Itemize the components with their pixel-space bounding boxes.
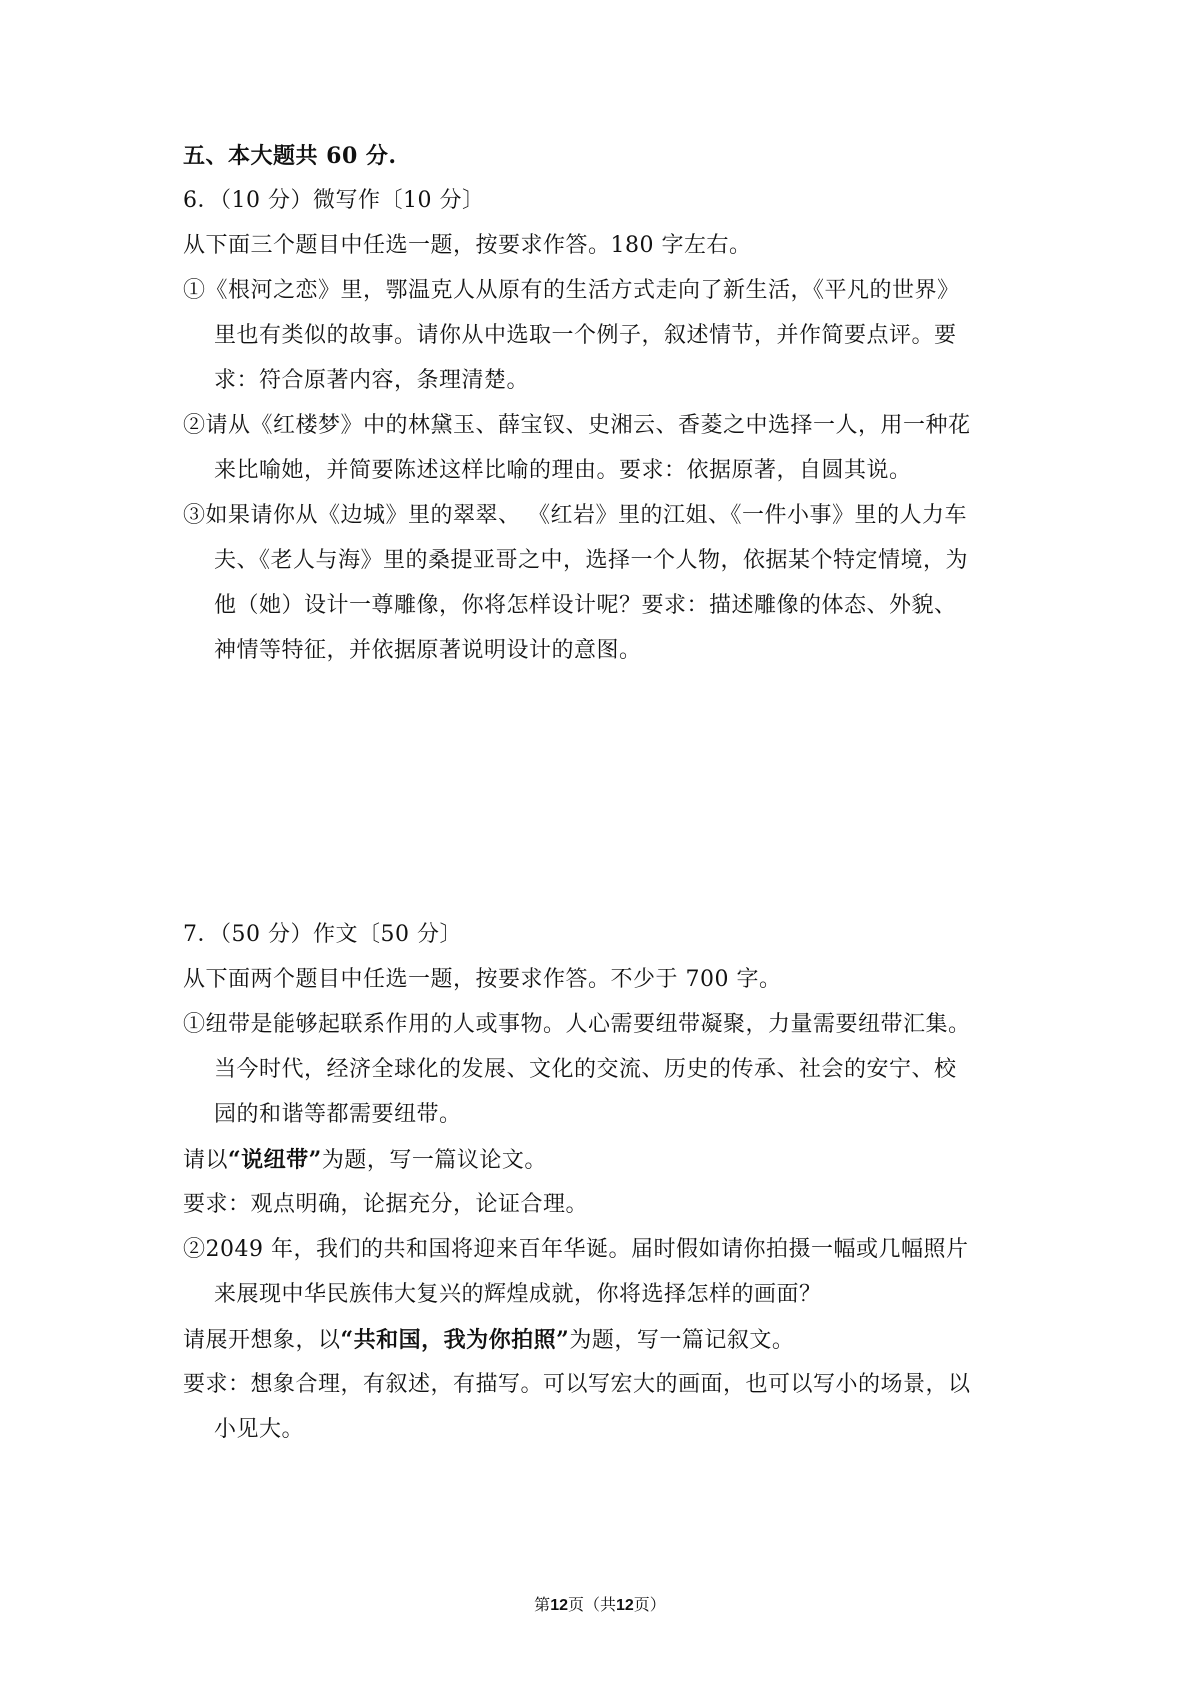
prompt-suffix: 为题，写一篇议论文。: [321, 1148, 547, 1173]
q7-option-1-requirement: 要求：观点明确，论据充分，论证合理。: [183, 1192, 589, 1217]
q6-option-3-line-1: ③如果请你从《边城》里的翠翠、 《红岩》里的江姐、《一件小事》里的人力车: [183, 503, 967, 528]
q6-option-1-line-2: 里也有类似的故事。请你从中选取一个例子，叙述情节，并作简要点评。要: [214, 323, 957, 348]
q6-option-2-line-1: ②请从《红楼梦》中的林黛玉、薛宝钗、史湘云、香菱之中选择一人，用一种花: [183, 413, 971, 438]
q6-option-3-line-4: 神情等特征，并依据原著说明设计的意图。: [214, 638, 642, 663]
question-7-title: 7．（50 分）作文〔50 分〕: [183, 922, 462, 947]
page-footer: [0, 1594, 1200, 1617]
essay-title: “共和国，我为你拍照”: [340, 1327, 570, 1353]
question-7-instruction: 从下面两个题目中任选一题，按要求作答。不少于 700 字。: [183, 967, 782, 992]
essay-title: “说纽带”: [228, 1147, 322, 1173]
q7-option-2-prompt: [183, 1325, 794, 1356]
prompt-prefix: 请展开想象，以: [183, 1328, 341, 1353]
footer-suffix: 页）: [633, 1595, 666, 1614]
q7-option-1-line-2: 当今时代，经济全球化的发展、文化的交流、历史的传承、社会的安宁、校: [214, 1057, 957, 1082]
q7-option-2-line-1: ②2049 年，我们的共和国将迎来百年华诞。届时假如请你拍摄一幅或几幅照片: [183, 1237, 969, 1262]
q7-option-2-line-2: 来展现中华民族伟大复兴的辉煌成就，你将选择怎样的画面？: [214, 1282, 822, 1307]
question-6-title: 6．（10 分）微写作〔10 分〕: [183, 188, 485, 213]
section-heading: 五、本大题共 60 分.: [183, 143, 397, 169]
q7-option-1-line-1: ①纽带是能够起联系作用的人或事物。人心需要纽带凝聚，力量需要纽带汇集。: [183, 1012, 971, 1037]
question-6-instruction: 从下面三个题目中任选一题，按要求作答。180 字左右。: [183, 233, 752, 258]
footer-middle: 页（共: [567, 1595, 616, 1614]
q6-option-3-line-2: 夫、《老人与海》里的桑提亚哥之中，选择一个人物，依据某个特定情境，为: [214, 548, 969, 573]
current-page-number: 12: [550, 1597, 568, 1614]
prompt-prefix: 请以: [183, 1148, 229, 1173]
q6-option-1-line-1: ①《根河之恋》里，鄂温克人从原有的生活方式走向了新生活，《平凡的世界》: [183, 278, 960, 303]
prompt-suffix: 为题，写一篇记叙文。: [569, 1328, 795, 1353]
q6-option-3-line-3: 他（她）设计一尊雕像，你将怎样设计呢？要求：描述雕像的体态、外貌、: [214, 593, 957, 618]
q6-option-1-line-3: 求：符合原著内容，条理清楚。: [214, 368, 530, 393]
q7-option-2-requirement-line-1: 要求：想象合理，有叙述，有描写。可以写宏大的画面，也可以写小的场景，以: [183, 1372, 971, 1397]
total-page-number: 12: [616, 1597, 634, 1614]
q6-option-2-line-2: 来比喻她，并简要陈述这样比喻的理由。要求：依据原著，自圆其说。: [214, 458, 912, 483]
q7-option-1-line-3: 园的和谐等都需要纽带。: [214, 1102, 462, 1127]
footer-prefix: 第: [534, 1595, 551, 1614]
q7-option-1-prompt: [183, 1145, 547, 1176]
q7-option-2-requirement-line-2: 小见大。: [214, 1417, 305, 1442]
